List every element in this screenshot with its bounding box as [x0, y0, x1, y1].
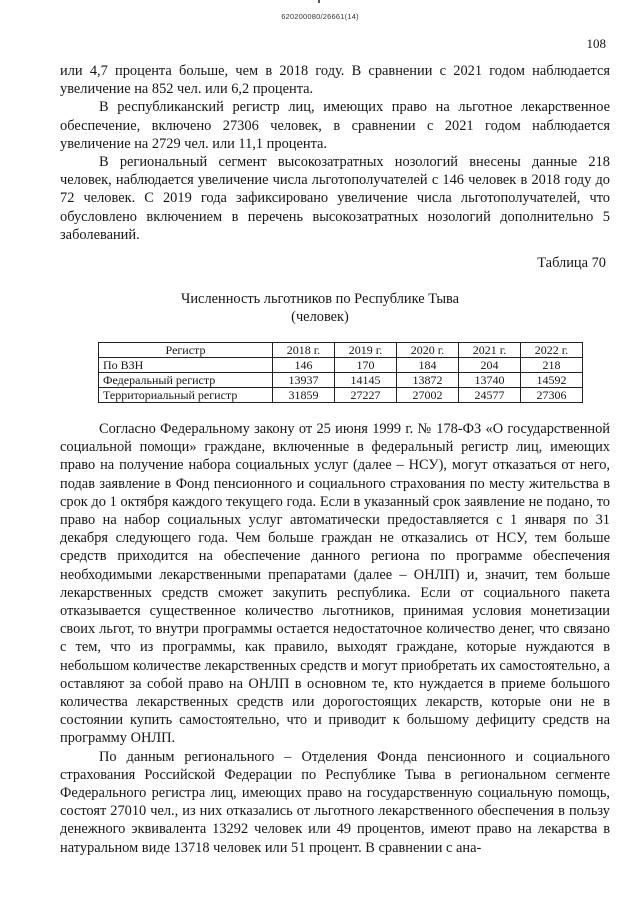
table-header-row	[99, 343, 583, 358]
table-cell: 146	[273, 358, 335, 373]
table-cell: 13872	[397, 373, 459, 388]
table-cell: 204	[459, 358, 521, 373]
table-cell: 27002	[397, 388, 459, 403]
beneficiaries-table	[98, 342, 583, 403]
table-subtitle: (человек)	[291, 309, 349, 325]
column-header-2021: 2021 г.	[459, 343, 521, 358]
table-row	[99, 373, 583, 388]
row-label: Территориальный регистр	[99, 388, 273, 403]
body-section	[60, 420, 610, 857]
page-number: 108	[586, 36, 606, 51]
paragraph-republican-register: В республиканский регистр лиц, имеющих право на льготное лекарственное обеспечение, включено 27306 человек, в сравнении с 2021 годом наблюдается увеличение на 2729 чел. или 11,1 процента.	[60, 99, 610, 152]
table-cell: 27306	[521, 388, 583, 403]
table-cell: 13937	[273, 373, 335, 388]
table-cell: 31859	[273, 388, 335, 403]
row-label: Федеральный регистр	[99, 373, 273, 388]
scan-mark	[318, 0, 320, 3]
document-id: 620200080/26661(14)	[281, 12, 359, 21]
column-header-2020: 2020 г.	[397, 343, 459, 358]
table-title: Численность льготников по Республике Тыва	[181, 291, 459, 307]
column-header-2019: 2019 г.	[335, 343, 397, 358]
table-cell: 184	[397, 358, 459, 373]
table-row	[99, 388, 583, 403]
table-cell: 27227	[335, 388, 397, 403]
table-cell: 14592	[521, 373, 583, 388]
table-cell: 14145	[335, 373, 397, 388]
paragraph-federal-law: Согласно Федеральному закону от 25 июня 1999 г. № 178-ФЗ «О государственной социальной помощи» граждане, включенные в федеральный регистр лиц, имеющих право на получение набора социальных услуг (далее – НСУ), могут отказаться от него, подав заявление в Фонд пенсионного и социального страхования по месту жительства в срок до 1 октября каждого текущего года. Если в указанный срок заявление не подано, то право на набор социальных услуг автоматически предоставляется с 1 января по 31 декабря следующего года. Чем больше граждан не отказались от НСУ, тем больше средств приходится на обеспечение данного региона по программе обеспечения необходимыми лекарственными препаратами (далее – ОНЛП) и, значит, тем больше лекарственных средств сможет закупить республика. Если от социального пакета отказывается существенное количество льготников, принимая условия монетизации своих льгот, то внутри программы остается недостаточное количество денег, что связано с тем, что из программы, как правило, выходят граждане, которые нуждаются в небольшом количестве лекарственных средств и могут приобретать их самостоятельно, а оставляют за собой право на ОНЛП в основном те, кто нуждается в приеме большого количества лекарственных средств или дорогостоящих лекарств, которые они не в состоянии купить самостоятельно, что и приводит к большому дефициту средств на программу ОНЛП.	[60, 421, 610, 747]
table-cell: 218	[521, 358, 583, 373]
table-cell: 13740	[459, 373, 521, 388]
intro-continuation: или 4,7 процента больше, чем в 2018 году. В сравнении с 2021 годом наблюдается увеличение на 852 чел. или 6,2 процента.	[60, 63, 610, 98]
table-cell: 24577	[459, 388, 521, 403]
intro-section	[60, 62, 610, 244]
table-caption: Таблица 70	[537, 255, 606, 271]
column-header-2018: 2018 г.	[273, 343, 335, 358]
column-header-register: Регистр	[99, 343, 273, 358]
paragraph-regional-segment: В региональный сегмент высокозатратных нозологий внесены данные 218 человек, наблюдается увеличение числа льготополучателей с 146 человек в 2018 году до 72 человек. С 2019 года зафиксировано увеличение числа льготополучателей, что обусловлено включением в перечень высокозатратных нозологий дополнительно 5 заболеваний.	[60, 154, 610, 243]
paragraph-regional-fund-data: По данным регионального – Отделения Фонда пенсионного и социального страхования Российской Федерации по Республике Тыва в региональном сегменте Федерального регистра лиц, имеющих право на государственную социальную помощь, состоят 27010 чел., из них отказались от льготного лекарственного обеспечения в пользу денежного эквивалента 13292 человек или 49 процентов, имеют право на лекарства в натуральном виде 13718 человек или 51 процент. В сравнении с ана-	[60, 748, 610, 856]
table-cell: 170	[335, 358, 397, 373]
column-header-2022: 2022 г.	[521, 343, 583, 358]
row-label: По ВЗН	[99, 358, 273, 373]
table-row	[99, 358, 583, 373]
